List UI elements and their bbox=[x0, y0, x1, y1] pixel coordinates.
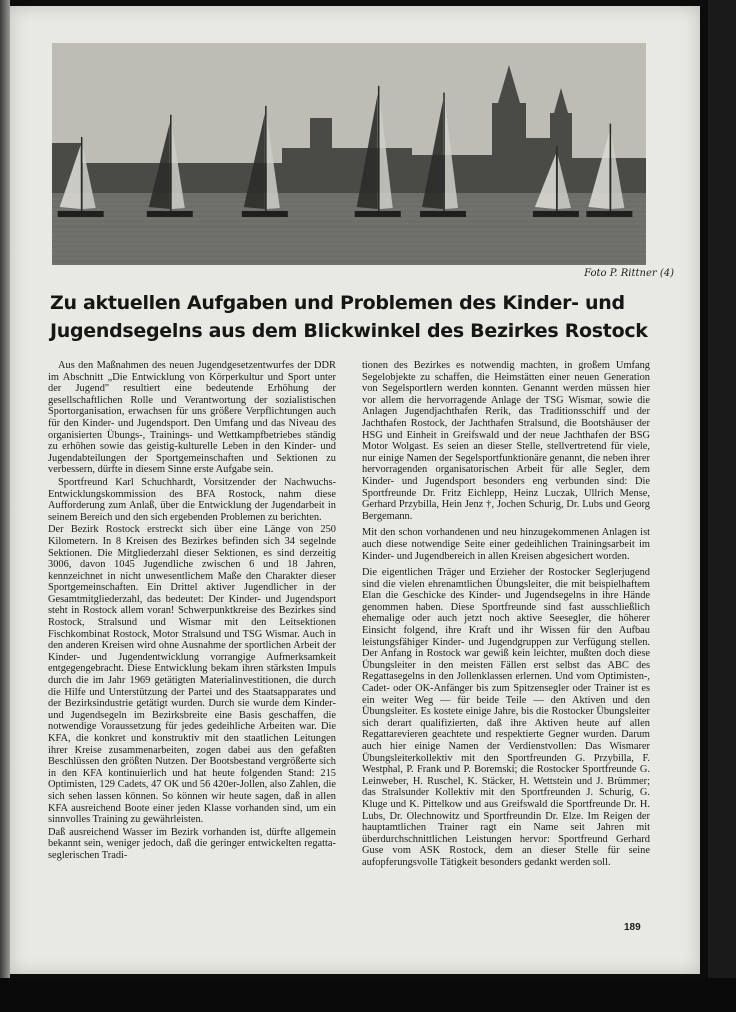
hull bbox=[533, 211, 579, 217]
paragraph: Aus den Maßnahmen des neuen Jugendgesetzentwurfes der DDR im Abschnitt „Die Entwicklung von Körperkultur und Sport unter der Jugend" resultiert eine bedeutende Erhöhung der gesellschaftlichen Rolle und Verantwortung der sozialistischen Sportorganisation, erwachsen für uns größere Verpflichtungen auch für den Kinder- und Jugendsport. Den Umfang und das Niveau des organisierten Übungs-, Trainings- und Wettkampfbetriebes ständig zu erhöhen sowie das geistig-kulturelle Leben in den Kinder- und Jugendabteilungen der Sportgemeinschaften und Sektionen zu verbessern, dürfte in diesem Sinne erste Aufgabe sein. bbox=[48, 360, 336, 476]
harbor-photo bbox=[52, 43, 646, 265]
article-title: Zu aktuellen Aufgaben und Problemen des Kinder- und Jugendsegelns aus dem Blickwinkel des Bezirkes Rostock bbox=[50, 292, 648, 342]
page-number: 189 bbox=[624, 922, 641, 933]
article-column-right bbox=[362, 360, 650, 870]
paragraph: Sportfreund Karl Schuchhardt, Vorsitzender der Nachwuchs-Entwicklungskommission des BFA Rostock, nahm diese Aufforderung zum Anlaß, über die Entwicklung der Jugendarbeit in seinem Bereich und den sich ergebenden Problemen zu berichten. bbox=[48, 476, 336, 523]
page-edge bbox=[708, 0, 736, 1012]
hull bbox=[586, 211, 632, 217]
hull bbox=[58, 211, 104, 217]
building bbox=[282, 148, 412, 193]
hull bbox=[355, 211, 401, 217]
sailboats-skyline-illustration bbox=[52, 43, 646, 265]
church-tower bbox=[492, 103, 526, 193]
paragraph: Die eigentlichen Träger und Erzieher der Rostocker Seglerjugend sind die vielen ehrenamtlichen Übungsleiter, die mit beispielhaftem Elan die Geschicke des Kinder- und Jugendsegelns in ihre Hände genommen haben. Diese Sportfreunde sind fast ausschließlich ehemalige oder auch jetzt noch aktive Seesegler, die höherer Einsicht folgend, ihre Kraft und ihr Wissen für den Aufbau leistungsfähiger Kinder- und Jugendgruppen zur Verfügung stellen. Der Anfang in Rostock war gewiß kein leichter, mußten doch diese Übungsleiter in den meisten Fällen erst selbst das ABC des Regattasegelns in den Jollenklassen erlernen. Und vom Optimisten-, Cadet- oder OK-Anfänger bis zum Spitzensegler oder Trainer ist es ein weiter Weg — für beide Teile — den Aktiven und den Übungsleiter. Es kostete einige Jahre, bis die Rostocker Übungsleiter sich derart qualifizierten, daß ihre Aktiven heute auf allen Regattarevieren geachtete und respektierte Gegner wurden. Darum auch hier einige Namen der Verdienstvollen: Das Wismarer Übungsleiterkollektiv mit den Sportfreunden G. Przybilla, F. Westphal, P. Frank und P. Boremski; die Rostocker Sportfreunde G. Leinweber, H. Ruschel, K. Stäcker, H. Wettstein und J. Brümmer; das Stralsunder Kollektiv mit den Sportfreunden J. Schurig, G. Kluge und K. Pittelkow und aus Greifswald die Sportfreunde Dr. H. Lubs, Dr. Olechnowitz und Sportfreundin Dr. Elze. Im Reigen der hauptamtlichen Trainer ragt ein Name seit Jahren mit überdurchschnittlichen Leistungen hervor: Sportfreund Gerhard Guse vom ASK Rostock, dem an dieser Stelle für seine aufopferungsvolle Tätigkeit besonders gedankt werden soll. bbox=[362, 567, 650, 868]
hull bbox=[147, 211, 193, 217]
paragraph: Mit den schon vorhandenen und neu hinzugekommenen Anlagen ist auch diese notwendige Seite einer gedeihlichen Trainingsarbeit im Kinder- und Jugendbereich in allen Kreisen abgesichert worden. bbox=[362, 527, 650, 562]
paragraph: tionen des Bezirkes es notwendig machten, in großem Umfang Segelobjekte zu schaffen, die Heimstätten einer neuen Generation von Segelsportlern werden konnten. Genannt werden müssen hier vor allem die hervorragende Anlage der TSG Wismar, sowie die Anlagen Jugendjachthafen Rerik, das Traditionsschiff und der Jachthafen Rostock, der Jachthafen Stralsund, die Bootshäuser der HSG und Einheit in Greifswald und der neue Jachthafen der BSG Motor Wolgast. Es seien an dieser Stelle, stellvertretend für viele, nur einige Namen der Segelsportfunktionäre genannt, die neben ihrer hervorragenden organisatorischen Arbeit für alle Segler, dem Kinder- und Jugendsport besonders eng verbunden sind: Die Sportfreunde Dr. Fritz Eichlepp, Heinz Luczak, Ullrich Mense, Gerhard Przybilla, Hein Jenz †, Jochen Schurig, Dr. Lubs und Georg Bergemann. bbox=[362, 360, 650, 522]
hull bbox=[420, 211, 466, 217]
paragraph: Daß ausreichend Wasser im Bezirk vorhanden ist, dürfte allgemein bekannt sein, weniger jedoch, daß die geringer entwickelten regatta-seglerischen Tradi- bbox=[48, 826, 336, 861]
paragraph: Der Bezirk Rostock erstreckt sich über eine Länge von 250 Kilometern. In 8 Kreisen des Bezirkes befinden sich 34 segelnde Sektionen. Die Mitgliederzahl dieser Sektionen, es sind derzeitig 3006, davon 1045 Jugendliche zwischen 6 und 18 Jahren, kennzeichnet in nicht unwesentlichem Maße den Charakter dieser Sportgemeinschaften. Ein Drittel aktiver Jugendlicher in der Gesamtmitgliederzahl, das bedeutet: Der Kinder- und Jugendsport steht in Rostock allem voran! Schwerpunktkreise des Bezirkes sind Rostock, Stralsund und Wismar mit den Leitsektionen Fischkombinat Rostock, Motor Stralsund und TSG Wismar. Auch in den anderen Kreisen wird ohne Ausnahme der sportlichen Arbeit der Kinder- und Jugendentwicklung vorrangige Aufmerksamkeit entgegengebracht. Diese Entwicklung bekam ihren stärksten Impuls durch die im Jahr 1969 getätigten Materialinvestitionen, die durch die Hilfe und Unterstützung der Partei und des Staatsapparates und der Bezirksindustrie getätigt wurden. Durch sie wurde dem Kinder- und Jugendsegeln im Bezirksbreite eine Basis geschaffen, die notwendige Voraussetzung für jedes gedeihliche Arbeiten war. Die KFA, die konkret und konstruktiv mit den staatlichen Leitungen ihrer Kreise zusammenarbeiten, zogen dabei aus den gefaßten Beschlüssen den größten Nutzen. Der Bootsbestand vergrößerte sich in den KFA kontinuierlich und hat heute folgenden Stand: 215 Optimisten, 129 Cadets, 47 OK und 56 420er-Jollen, also Zahlen, die sich sehen lassen können. So können wir heute sagen, daß in allen KFA ausreichend Boote einer jeden Klasse vorhanden sind, um ein sinnvolles Training zu gewährleisten. bbox=[48, 524, 336, 826]
book-spine bbox=[0, 0, 10, 980]
article-column-left bbox=[48, 360, 336, 863]
scan-background bbox=[0, 978, 736, 1012]
hull bbox=[242, 211, 288, 217]
photo-credit: Foto P. Rittner (4) bbox=[584, 268, 674, 279]
